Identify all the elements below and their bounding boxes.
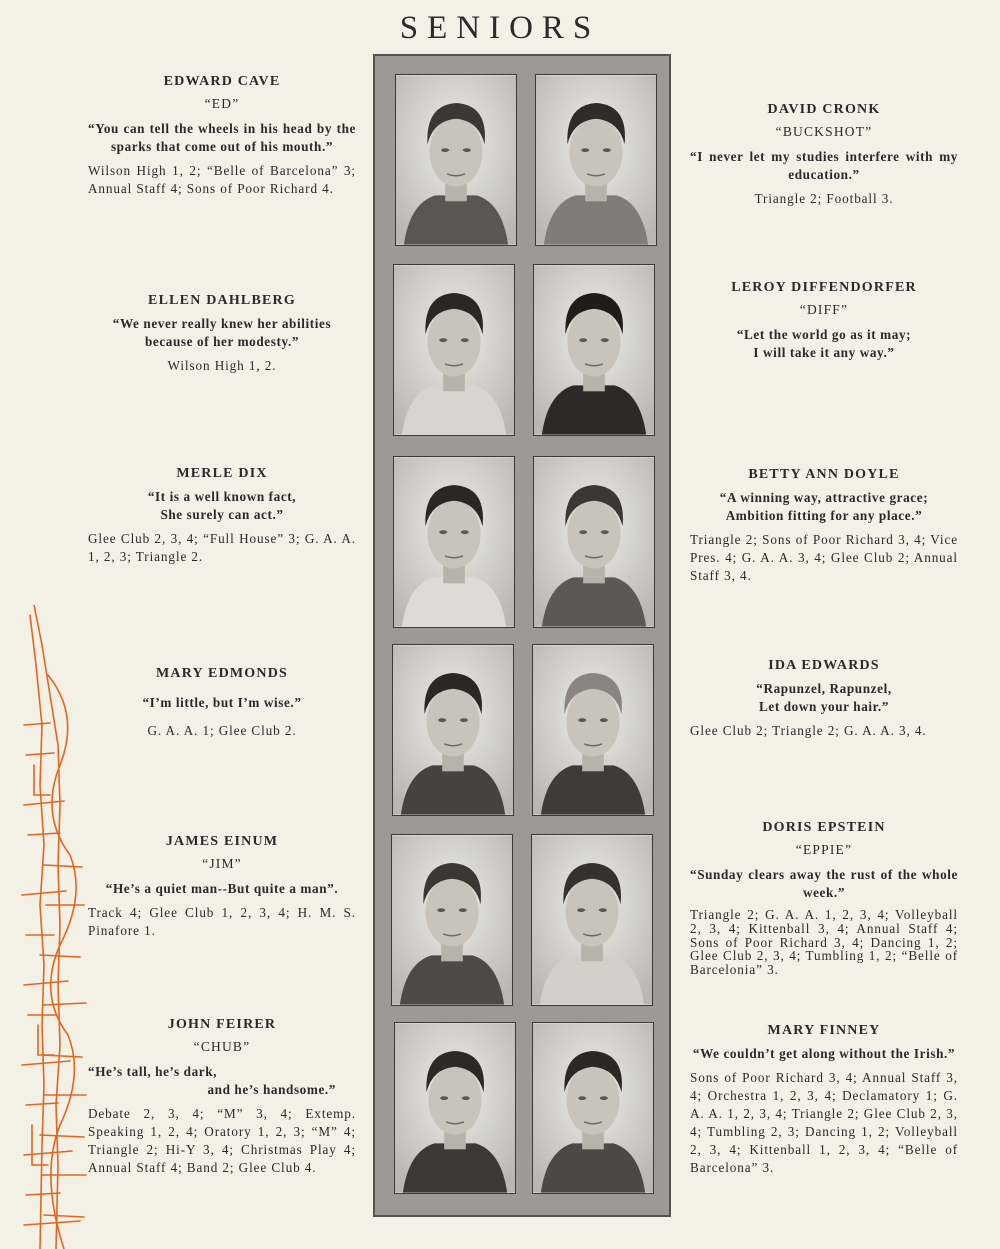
- senior-name: MARY EDMONDS: [156, 666, 288, 681]
- senior-entry-mary-finney: [690, 1023, 958, 1177]
- senior-quote-line-1: “Rapunzel, Rapunzel,: [756, 681, 892, 696]
- senior-quote: “He’s a quiet man--But quite a man”.: [105, 881, 339, 896]
- senior-activities: Glee Club 2; Triangle 2; G. A. A. 3, 4.: [690, 723, 927, 738]
- portrait-photo: [533, 264, 655, 436]
- senior-quote: “I’m little, but I’m wise.”: [142, 695, 302, 710]
- photo-panel: [373, 54, 671, 1217]
- senior-quote-line-2: Let down your hair.”: [759, 699, 889, 714]
- senior-entry-ellen-dahlberg: [88, 293, 356, 375]
- senior-entry-john-feirer: [88, 1017, 356, 1177]
- senior-activities: G. A. A. 1; Glee Club 2.: [147, 723, 297, 738]
- senior-entry-david-cronk: [690, 102, 958, 208]
- portrait-photo: [533, 456, 655, 628]
- senior-quote-line-1: “A winning way, attractive grace;: [719, 490, 929, 505]
- senior-nickname: “ED”: [204, 96, 240, 111]
- senior-name: ELLEN DAHLBERG: [148, 293, 296, 308]
- portrait-photo: [395, 74, 517, 246]
- senior-entry-leroy-diffendorfer: [690, 280, 958, 368]
- senior-quote-line-2: Ambition fitting for any place.”: [725, 508, 923, 523]
- senior-activities: Track 4; Glee Club 1, 2, 3, 4; H. M. S. Pinafore 1.: [88, 905, 356, 938]
- senior-quote: “You can tell the wheels in his head by the sparks that come out of his mouth.”: [88, 121, 356, 154]
- portrait-photo: [391, 834, 513, 1006]
- portrait-photo: [392, 644, 514, 816]
- senior-name: DORIS EPSTEIN: [762, 820, 886, 835]
- senior-name: MERLE DIX: [176, 466, 268, 481]
- senior-quote: “We couldn’t get along without the Irish.”: [692, 1046, 956, 1061]
- decorative-ornament: [20, 605, 88, 1249]
- senior-activities: Sons of Poor Richard 3, 4; Annual Staff 3, 4; Orchestra 1, 2, 3, 4; Declamatory 1; G. A. A. 1, 2, 3, 4; Triangle 2; Glee Club 2, 3, 4; Tumbling 2, 3; Dancing 1, 2; Volleyball 2, 3, 4; Kittenball 1, 2, 3, 4; “Belle of Barcelona” 3.: [690, 1070, 958, 1175]
- senior-activities: Triangle 2; Sons of Poor Richard 3, 4; Vice Pres. 4; G. A. A. 3, 4; Glee Club 2; Annual Staff 3, 4.: [690, 532, 958, 583]
- senior-name: BETTY ANN DOYLE: [748, 467, 900, 482]
- senior-nickname: “DIFF”: [799, 302, 849, 317]
- senior-activities: Debate 2, 3, 4; “M” 3, 4; Extemp. Speaking 1, 2, 4; Oratory 1, 2, 3; “M” 4; Triangle 2; Hi-Y 3, 4; Christmas Play 4; Annual Staff 4; Band 2; Glee Club 4.: [88, 1106, 356, 1175]
- senior-activities: Triangle 2; G. A. A. 1, 2, 3, 4; Volleyball 2, 3, 4; Kittenball 3, 4; Annual Staff 4; Sons of Poor Richard 3, 4; Dancing 1, 2; Glee Club 2, 3, 4; Tumbling 1, 2; “Belle of Barcelonia” 3.: [690, 907, 958, 978]
- senior-name: DAVID CRONK: [767, 102, 881, 117]
- senior-entry-mary-edmonds: [88, 666, 356, 740]
- page-title: SENIORS: [399, 10, 601, 46]
- senior-name: EDWARD CAVE: [163, 74, 281, 89]
- senior-quote: “We never really knew her abilities because of her modesty.”: [112, 316, 332, 349]
- senior-name: LEROY DIFFENDORFER: [731, 280, 917, 295]
- portrait-photo: [535, 74, 657, 246]
- senior-entry-ida-edwards: [690, 658, 958, 740]
- senior-entry-james-einum: [88, 834, 356, 940]
- senior-quote-line-1: “It is a well known fact,: [147, 489, 297, 504]
- senior-nickname: “JIM”: [202, 856, 242, 871]
- portrait-photo: [394, 1022, 516, 1194]
- senior-nickname: “EPPIE”: [795, 842, 853, 857]
- senior-quote: “Sunday clears away the rust of the whole week.”: [690, 867, 958, 900]
- senior-activities: Glee Club 2, 3, 4; “Full House” 3; G. A. A. 1, 2, 3; Triangle 2.: [88, 531, 356, 564]
- senior-quote: “I never let my studies interfere with my education.”: [690, 149, 958, 182]
- portrait-photo: [532, 644, 654, 816]
- senior-name: IDA EDWARDS: [768, 658, 880, 673]
- senior-quote-line-2: She surely can act.”: [160, 507, 284, 522]
- senior-entry-betty-ann-doyle: [690, 467, 958, 585]
- portrait-photo: [532, 1022, 654, 1194]
- senior-activities: Triangle 2; Football 3.: [754, 191, 894, 206]
- senior-name: MARY FINNEY: [767, 1023, 881, 1038]
- senior-name: JAMES EINUM: [165, 834, 279, 849]
- portrait-photo: [531, 834, 653, 1006]
- senior-nickname: “BUCKSHOT”: [775, 124, 873, 139]
- portrait-photo: [393, 264, 515, 436]
- portrait-photo: [393, 456, 515, 628]
- senior-quote-line-2: I will take it any way.”: [753, 345, 895, 360]
- senior-quote-line-1: “Let the world go as it may;: [736, 327, 912, 342]
- senior-nickname: “CHUB”: [193, 1039, 251, 1054]
- senior-name: JOHN FEIRER: [167, 1017, 277, 1032]
- senior-entry-doris-epstein: [690, 820, 958, 977]
- senior-activities: Wilson High 1, 2; “Belle of Barcelona” 3; Annual Staff 4; Sons of Poor Richard 4.: [88, 163, 356, 196]
- senior-activities: Wilson High 1, 2.: [167, 358, 277, 373]
- senior-entry-edward-cave: [88, 74, 356, 198]
- senior-quote-line-1: “He’s tall, he’s dark,: [88, 1064, 218, 1079]
- senior-entry-merle-dix: [88, 466, 356, 566]
- senior-quote-line-2: and he’s handsome.”: [207, 1082, 336, 1097]
